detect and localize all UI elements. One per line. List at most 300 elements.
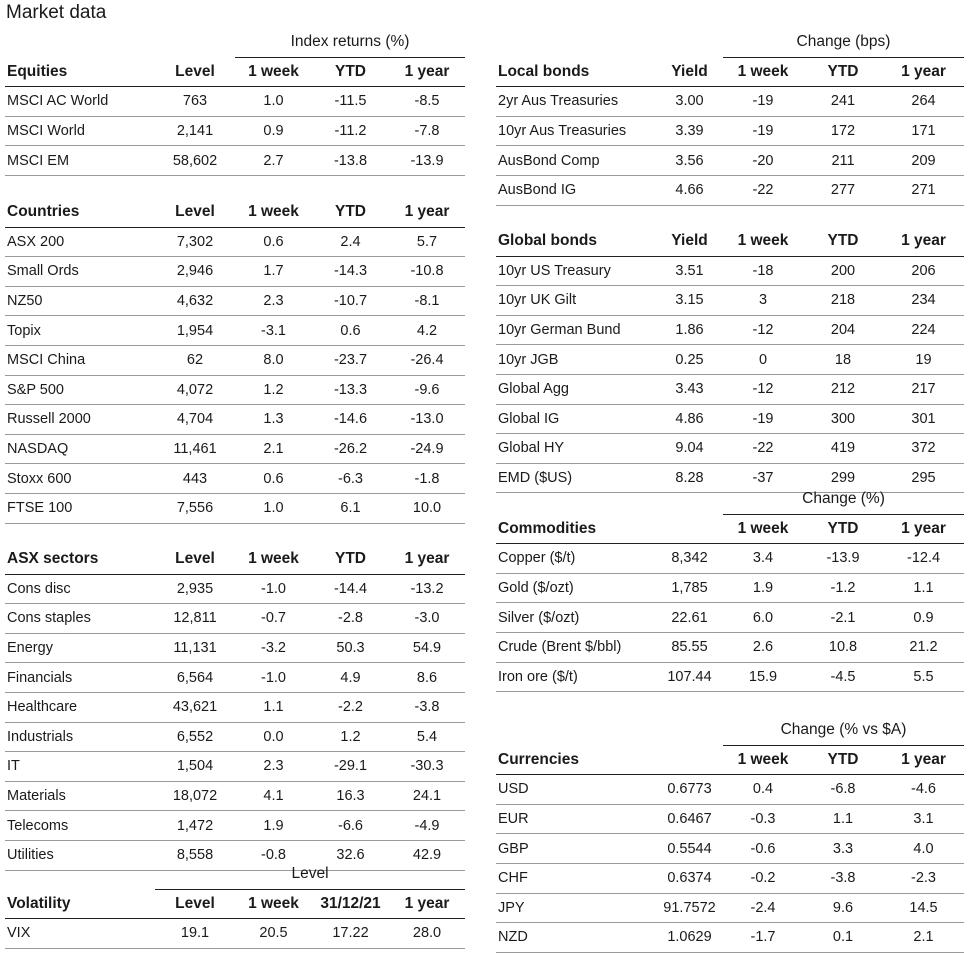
value-cell: 21.2 [883,632,964,662]
value-cell: 0.1 [803,923,883,953]
value-cell: 301 [883,404,964,434]
row-label: Industrials [5,722,155,752]
value-cell: 2,946 [155,257,235,287]
value-cell: 217 [883,374,964,404]
value-cell: 2,141 [155,116,235,146]
row-label: MSCI EM [5,146,155,176]
row-label: 10yr UK Gilt [496,286,656,316]
value-cell: -18 [723,256,803,286]
row-label: NZ50 [5,286,155,316]
column-header: Level [155,57,235,87]
table-row [496,345,964,375]
column-header: 1 week [235,545,312,574]
row-label: EMD ($US) [496,463,656,493]
row-label: Telecoms [5,811,155,841]
value-cell: 42.9 [389,840,465,870]
value-cell: 1.1 [803,804,883,834]
value-cell: 1,785 [656,573,723,603]
value-cell: 2.1 [883,923,964,953]
value-cell: 277 [803,175,883,205]
row-label: 2yr Aus Treasuries [496,87,656,117]
value-cell: 0.9 [883,603,964,633]
value-cell: 206 [883,256,964,286]
value-cell: 1.0 [235,493,312,523]
value-cell: 12,811 [155,604,235,634]
value-cell: -30.3 [389,752,465,782]
value-cell: -14.4 [312,574,389,604]
value-cell: 271 [883,175,964,205]
value-cell: -3.1 [235,316,312,346]
value-cell: -1.0 [235,663,312,693]
table-row [5,87,465,117]
value-cell: 5.5 [883,662,964,692]
value-cell: 2.4 [312,227,389,257]
value-cell: 0.5544 [656,834,723,864]
row-label: CHF [496,863,656,893]
table-row [5,663,465,693]
value-cell: -9.6 [389,375,465,405]
group-spacer-cell [496,485,656,514]
table-row [496,286,964,316]
value-cell: 8.6 [389,663,465,693]
row-label: NZD [496,923,656,953]
value-cell: -13.2 [389,574,465,604]
column-header [656,514,723,544]
value-cell: 1,472 [155,811,235,841]
column-header: Level [155,545,235,574]
value-cell: -22 [723,175,803,205]
row-label: MSCI AC World [5,87,155,117]
value-cell: -7.8 [389,116,465,146]
value-cell: 763 [155,87,235,117]
column-header: 1 week [235,57,312,87]
value-cell: 3.56 [656,146,723,176]
table-row [5,116,465,146]
value-cell: 4,704 [155,405,235,435]
value-cell: 18 [803,345,883,375]
value-cell: 6.0 [723,603,803,633]
page-title: Market data [6,2,107,23]
value-cell: -13.9 [803,544,883,574]
row-label: 10yr Aus Treasuries [496,116,656,146]
table-row [5,405,465,435]
value-cell: 107.44 [656,662,723,692]
row-label: NASDAQ [5,434,155,464]
column-header: 1 year [883,514,964,544]
commodities-table [496,485,964,692]
table-row [5,919,465,949]
value-cell: 3.51 [656,256,723,286]
value-cell: 0.6 [235,464,312,494]
column-header: YTD [803,745,883,775]
group-spacer-cell [5,28,155,57]
local-bonds-group-label: Change (bps) [723,28,964,57]
row-label: Silver ($/ozt) [496,603,656,633]
value-cell: 22.61 [656,603,723,633]
value-cell: 50.3 [312,633,389,663]
value-cell: -1.2 [803,573,883,603]
value-cell: 0.9 [235,116,312,146]
value-cell: 1,954 [155,316,235,346]
value-cell: 4.1 [235,781,312,811]
value-cell: -13.9 [389,146,465,176]
column-header: 1 week [235,889,312,919]
row-label: AusBond IG [496,175,656,205]
value-cell: 295 [883,463,964,493]
table-row [496,662,964,692]
table-row [5,146,465,176]
value-cell: -3.8 [389,692,465,722]
value-cell: -1.8 [389,464,465,494]
column-header: 1 week [235,198,312,227]
equities-group-header-row [5,28,465,57]
asx-sectors-section-title: ASX sectors [5,545,155,574]
column-header: Level [155,889,235,919]
value-cell: 0.25 [656,345,723,375]
table-row [5,257,465,287]
value-cell: -14.3 [312,257,389,287]
value-cell: -11.5 [312,87,389,117]
group-spacer-cell [5,860,155,889]
value-cell: 0.6 [312,316,389,346]
row-label: Gold ($/ozt) [496,573,656,603]
value-cell: 43,621 [155,692,235,722]
value-cell: 172 [803,116,883,146]
volatility-header-row [5,889,465,919]
value-cell: 212 [803,374,883,404]
value-cell: 10.0 [389,493,465,523]
value-cell: 3.15 [656,286,723,316]
value-cell: 2.7 [235,146,312,176]
table-row [5,375,465,405]
table-row [496,87,964,117]
value-cell: 3.39 [656,116,723,146]
row-label: Iron ore ($/t) [496,662,656,692]
value-cell: -2.4 [723,893,803,923]
table-row [496,632,964,662]
value-cell: 0.0 [235,722,312,752]
group-spacer-cell [656,28,723,57]
table-row [5,633,465,663]
value-cell: -2.2 [312,692,389,722]
value-cell: -26.2 [312,434,389,464]
currencies-group-header-row [496,716,964,745]
row-label: Global HY [496,434,656,464]
column-header: 1 year [389,545,465,574]
value-cell: 8,558 [155,840,235,870]
value-cell: 17.22 [312,919,389,949]
table-row [496,834,964,864]
value-cell: -0.3 [723,804,803,834]
table-row [5,464,465,494]
column-header: 31/12/21 [312,889,389,919]
value-cell: 18,072 [155,781,235,811]
value-cell: 3 [723,286,803,316]
value-cell: -4.5 [803,662,883,692]
table-row [5,434,465,464]
column-header: Yield [656,57,723,87]
value-cell: -14.6 [312,405,389,435]
row-label: USD [496,775,656,805]
value-cell: -13.3 [312,375,389,405]
volatility-group-label: Level [155,860,465,889]
value-cell: 200 [803,256,883,286]
value-cell: -6.6 [312,811,389,841]
value-cell: 1.3 [235,405,312,435]
value-cell: 443 [155,464,235,494]
value-cell: -1.0 [235,574,312,604]
volatility-group-header-row [5,860,465,889]
row-label: EUR [496,804,656,834]
row-label: IT [5,752,155,782]
global-bonds-section-title: Global bonds [496,227,656,256]
table-row [5,316,465,346]
value-cell: -12 [723,315,803,345]
value-cell: -3.0 [389,604,465,634]
value-cell: 15.9 [723,662,803,692]
value-cell: 11,461 [155,434,235,464]
row-label: Financials [5,663,155,693]
column-header: 1 year [389,889,465,919]
column-header: 1 year [883,57,964,87]
local-bonds-header-row [496,57,964,87]
table-row [5,227,465,257]
volatility-section-title: Volatility [5,889,155,919]
value-cell: 1,504 [155,752,235,782]
value-cell: 9.04 [656,434,723,464]
value-cell: 91.7572 [656,893,723,923]
row-label: Stoxx 600 [5,464,155,494]
value-cell: -23.7 [312,345,389,375]
value-cell: 0.6374 [656,863,723,893]
column-header: YTD [312,198,389,227]
value-cell: 299 [803,463,883,493]
column-header: 1 week [723,227,803,256]
value-cell: 16.3 [312,781,389,811]
currencies-group-label: Change (% vs $A) [723,716,964,745]
value-cell: 4,072 [155,375,235,405]
value-cell: -3.2 [235,633,312,663]
value-cell: 1.0629 [656,923,723,953]
value-cell: 241 [803,87,883,117]
group-spacer-cell [656,716,723,745]
row-label: Cons staples [5,604,155,634]
column-header: Yield [656,227,723,256]
value-cell: 1.1 [235,692,312,722]
value-cell: 10.8 [803,632,883,662]
local-bonds-table [496,28,964,206]
equities-section-title: Equities [5,57,155,87]
table-row [5,493,465,523]
value-cell: -1.7 [723,923,803,953]
column-header: 1 week [723,514,803,544]
group-spacer-cell [656,485,723,514]
value-cell: 3.4 [723,544,803,574]
row-label: Global IG [496,404,656,434]
value-cell: -2.3 [883,863,964,893]
value-cell: -0.6 [723,834,803,864]
value-cell: 9.6 [803,893,883,923]
value-cell: -0.7 [235,604,312,634]
column-header [656,745,723,775]
value-cell: 4.66 [656,175,723,205]
value-cell: 3.43 [656,374,723,404]
value-cell: 0.6773 [656,775,723,805]
value-cell: -13.0 [389,405,465,435]
value-cell: 11,131 [155,633,235,663]
group-spacer-cell [496,28,656,57]
table-row [5,604,465,634]
table-row [496,175,964,205]
column-header: YTD [312,57,389,87]
value-cell: 85.55 [656,632,723,662]
value-cell: 1.2 [235,375,312,405]
global-bonds-table [496,227,964,493]
row-label: Global Agg [496,374,656,404]
value-cell: -8.1 [389,286,465,316]
column-header: 1 year [389,57,465,87]
table-row [496,804,964,834]
value-cell: -4.9 [389,811,465,841]
value-cell: -20 [723,146,803,176]
value-cell: -22 [723,434,803,464]
value-cell: -0.2 [723,863,803,893]
row-label: MSCI World [5,116,155,146]
table-row [5,574,465,604]
value-cell: 6.1 [312,493,389,523]
value-cell: 5.7 [389,227,465,257]
commodities-section-title: Commodities [496,514,656,544]
row-label: Small Ords [5,257,155,287]
row-label: S&P 500 [5,375,155,405]
row-label: 10yr US Treasury [496,256,656,286]
value-cell: 211 [803,146,883,176]
value-cell: 4.2 [389,316,465,346]
value-cell: -8.5 [389,87,465,117]
value-cell: -19 [723,116,803,146]
value-cell: -12 [723,374,803,404]
value-cell: 4.9 [312,663,389,693]
countries-table [5,198,465,524]
value-cell: 54.9 [389,633,465,663]
table-row [496,863,964,893]
table-row [496,404,964,434]
value-cell: 3.00 [656,87,723,117]
value-cell: 264 [883,87,964,117]
value-cell: -29.1 [312,752,389,782]
value-cell: -2.1 [803,603,883,633]
row-label: Topix [5,316,155,346]
value-cell: 1.86 [656,315,723,345]
group-spacer-cell [155,28,235,57]
asx-sectors-table [5,545,465,871]
table-row [5,722,465,752]
value-cell: 0.4 [723,775,803,805]
column-header: 1 year [883,227,964,256]
value-cell: -19 [723,87,803,117]
value-cell: 224 [883,315,964,345]
table-row [496,315,964,345]
table-row [496,374,964,404]
row-label: JPY [496,893,656,923]
value-cell: 2.3 [235,752,312,782]
value-cell: -13.8 [312,146,389,176]
table-row [5,286,465,316]
column-header: 1 year [389,198,465,227]
column-header: YTD [803,57,883,87]
value-cell: 218 [803,286,883,316]
value-cell: 4.0 [883,834,964,864]
column-header: 1 week [723,57,803,87]
value-cell: 3.1 [883,804,964,834]
table-row [5,781,465,811]
value-cell: 1.1 [883,573,964,603]
value-cell: 62 [155,345,235,375]
value-cell: -12.4 [883,544,964,574]
commodities-group-label: Change (%) [723,485,964,514]
row-label: Energy [5,633,155,663]
local-bonds-section-title: Local bonds [496,57,656,87]
value-cell: 4.86 [656,404,723,434]
value-cell: 300 [803,404,883,434]
value-cell: 14.5 [883,893,964,923]
value-cell: 1.9 [235,811,312,841]
table-row [496,544,964,574]
value-cell: -24.9 [389,434,465,464]
equities-group-label: Index returns (%) [235,28,465,57]
row-label: VIX [5,919,155,949]
value-cell: 3.3 [803,834,883,864]
table-row [5,752,465,782]
value-cell: 2,935 [155,574,235,604]
row-label: Cons disc [5,574,155,604]
row-label: ASX 200 [5,227,155,257]
value-cell: 171 [883,116,964,146]
table-row [496,146,964,176]
row-label: Utilities [5,840,155,870]
group-spacer-cell [496,716,656,745]
value-cell: 6,564 [155,663,235,693]
table-row [5,692,465,722]
value-cell: 1.0 [235,87,312,117]
asx-sectors-header-row [5,545,465,574]
global-bonds-header-row [496,227,964,256]
value-cell: 0 [723,345,803,375]
value-cell: 8.0 [235,345,312,375]
value-cell: -10.8 [389,257,465,287]
volatility-table [5,860,465,949]
value-cell: 32.6 [312,840,389,870]
table-row [496,603,964,633]
row-label: Healthcare [5,692,155,722]
value-cell: 8,342 [656,544,723,574]
column-header: YTD [803,514,883,544]
value-cell: 19 [883,345,964,375]
row-label: 10yr German Bund [496,315,656,345]
value-cell: 1.7 [235,257,312,287]
value-cell: 2.6 [723,632,803,662]
commodities-header-row [496,514,964,544]
row-label: GBP [496,834,656,864]
value-cell: -37 [723,463,803,493]
commodities-group-header-row [496,485,964,514]
value-cell: 1.9 [723,573,803,603]
value-cell: 372 [883,434,964,464]
value-cell: -4.6 [883,775,964,805]
row-label: Copper ($/t) [496,544,656,574]
currencies-table [496,716,964,953]
value-cell: 7,556 [155,493,235,523]
